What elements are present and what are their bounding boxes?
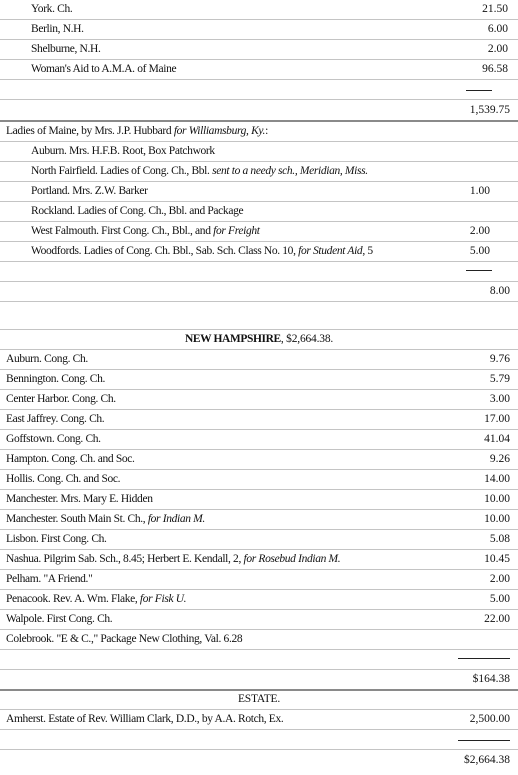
ledger-row: [0, 470, 518, 490]
row-description: York. Ch.: [31, 3, 73, 15]
ledger-row: [0, 0, 518, 20]
row-amount: 10.00: [484, 493, 510, 505]
row-amount: 96.58: [482, 63, 508, 75]
row-amount: 9.26: [489, 453, 510, 465]
ledger-row: [0, 430, 518, 450]
ledger-row: [0, 610, 518, 630]
ledger-row: [0, 162, 518, 182]
nh-subtotal-row: [0, 670, 518, 691]
row-amount: 14.00: [484, 473, 510, 485]
sum-rule: [458, 658, 510, 659]
row-description: Portland. Mrs. Z.W. Barker: [31, 185, 148, 197]
row-description: Auburn. Mrs. H.F.B. Root, Box Patchwork: [31, 145, 215, 157]
ledger-row: [0, 20, 518, 40]
ledger-row: [0, 550, 518, 570]
sum-rule: [458, 740, 510, 741]
total-rule-row: [0, 80, 518, 100]
row-description: Center Harbor. Cong. Ch.: [6, 393, 116, 405]
ladies-heading: Ladies of Maine, by Mrs. J.P. Hubbard for Williamsburg, Ky.:: [6, 125, 268, 137]
ledger-row: [0, 510, 518, 530]
row-description: Hampton. Cong. Ch. and Soc.: [6, 453, 135, 465]
ledger-row: [0, 182, 518, 202]
row-description: Rockland. Ladies of Cong. Ch., Bbl. and Package: [31, 205, 244, 217]
sum-rule: [466, 90, 492, 91]
nh-subtotal: $164.38: [472, 673, 510, 685]
row-amount: 9.76: [489, 353, 510, 365]
row-description: Colebrook. "E & C.," Package New Clothing, Val. 6.28: [6, 633, 243, 645]
row-description: West Falmouth. First Cong. Ch., Bbl., and for Freight: [31, 225, 260, 237]
maine-total-row: [0, 100, 518, 122]
row-amount: 2.00: [489, 573, 510, 585]
row-description: Manchester. Mrs. Mary E. Hidden: [6, 493, 153, 505]
row-description: Pelham. "A Friend.": [6, 573, 93, 585]
row-description: Bennington. Cong. Ch.: [6, 373, 106, 385]
ledger-row: [0, 630, 518, 650]
ledger-row: [0, 222, 518, 242]
row-description: Lisbon. First Cong. Ch.: [6, 533, 107, 545]
ledger-row: [0, 370, 518, 390]
ledger-row: [0, 490, 518, 510]
row-amount: 1.00: [469, 185, 490, 197]
row-description: Walpole. First Cong. Ch.: [6, 613, 113, 625]
ladies-total-row: [0, 282, 518, 302]
row-amount: 2.00: [487, 43, 508, 55]
nh-heading-row: [0, 330, 518, 350]
ladies-heading-row: [0, 122, 518, 142]
row-description: North Fairfield. Ladies of Cong. Ch., Bbl. sent to a needy sch., Meridian, Miss.: [31, 165, 368, 177]
row-amount: 5.00: [489, 593, 510, 605]
row-amount: 41.04: [484, 433, 510, 445]
row-description: Shelburne, N.H.: [31, 43, 101, 55]
ledger-row: [0, 60, 518, 80]
ledger-row: [0, 410, 518, 430]
row-amount: 17.00: [484, 413, 510, 425]
row-amount: 6.00: [487, 23, 508, 35]
ledger-row: [0, 40, 518, 60]
row-description: Manchester. South Main St. Ch., for Indian M.: [6, 513, 205, 525]
row-description: Woodfords. Ladies of Cong. Ch. Bbl., Sab. Sch. Class No. 10, for Student Aid, 5: [31, 245, 373, 257]
row-amount: 3.00: [489, 393, 510, 405]
row-amount: 22.00: [484, 613, 510, 625]
ledger-row: [0, 202, 518, 222]
row-amount: 5.00: [469, 245, 490, 257]
grand-total-row: [0, 750, 518, 775]
row-description: Auburn. Cong. Ch.: [6, 353, 88, 365]
ledger-row: [0, 350, 518, 370]
grand-total: $2,664.38: [464, 754, 510, 766]
row-amount: 2,500.00: [469, 713, 510, 725]
row-description: East Jaffrey. Cong. Ch.: [6, 413, 105, 425]
row-amount: 10.00: [484, 513, 510, 525]
sum-rule: [466, 270, 492, 271]
row-amount: 5.79: [489, 373, 510, 385]
row-description: Penacook. Rev. A. Wm. Flake, for Fisk U.: [6, 593, 187, 605]
ledger-row: [0, 530, 518, 550]
row-amount: 10.45: [484, 553, 510, 565]
row-description: Berlin, N.H.: [31, 23, 84, 35]
ledger-row: [0, 450, 518, 470]
ledger-row: [0, 242, 518, 262]
row-description: Woman's Aid to A.M.A. of Maine: [31, 63, 177, 75]
ledger-row: [0, 710, 518, 730]
ledger-row: [0, 570, 518, 590]
row-amount: 21.50: [482, 3, 508, 15]
section-heading: NEW HAMPSHIRE, $2,664.38.: [184, 333, 334, 345]
row-description: Amherst. Estate of Rev. William Clark, D.D., by A.A. Rotch, Ex.: [6, 713, 284, 725]
row-description: Goffstown. Cong. Ch.: [6, 433, 101, 445]
row-amount: 5.08: [489, 533, 510, 545]
section-heading: ESTATE.: [237, 693, 281, 705]
row-amount: 2.00: [469, 225, 490, 237]
row-description: Hollis. Cong. Ch. and Soc.: [6, 473, 121, 485]
ladies-total: 8.00: [489, 285, 510, 297]
ledger-row: [0, 142, 518, 162]
total-rule-row: [0, 650, 518, 670]
ledger-row: [0, 590, 518, 610]
estate-heading-row: [0, 691, 518, 710]
maine-total: 1,539.75: [469, 104, 510, 116]
row-description: Nashua. Pilgrim Sab. Sch., 8.45; Herbert E. Kendall, 2, for Rosebud Indian M.: [6, 553, 341, 565]
spacer-row: [0, 302, 518, 330]
total-rule-row: [0, 262, 518, 282]
total-rule-row: [0, 730, 518, 750]
ledger-row: [0, 390, 518, 410]
